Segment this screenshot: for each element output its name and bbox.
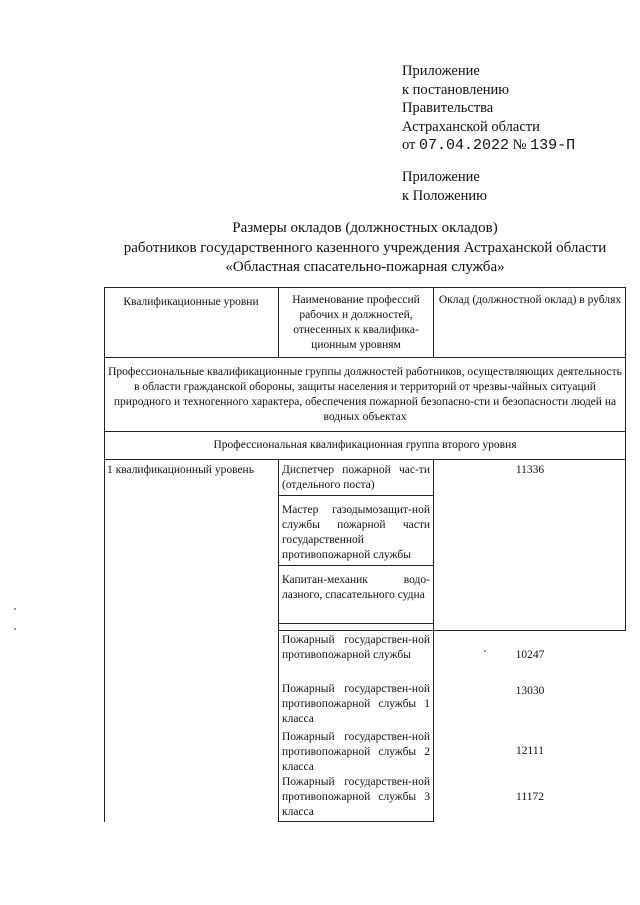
appendix-header xyxy=(402,62,575,156)
document-title xyxy=(100,219,630,278)
table-border-left xyxy=(104,287,105,357)
cell-border xyxy=(278,821,433,822)
date-prefix: от xyxy=(402,137,416,153)
appendix2-line-2: к Положению xyxy=(402,187,487,204)
header-positions: Наименование профессий рабочих и должностей, отнесенных к квалифика-ционным уровням xyxy=(292,294,420,351)
salary-value: 11336 xyxy=(515,464,545,476)
column-divider xyxy=(278,459,279,822)
table-border-left xyxy=(104,357,105,459)
appendix-line-1: Приложение xyxy=(402,63,480,79)
title-line-2: работников государственного казенного учреждения Астраханской области xyxy=(123,239,607,256)
position-firefighter-class-1: Пожарный государствен-ной противопожарной службы 1 класса xyxy=(282,683,430,725)
document-date: 07.04.2022 xyxy=(419,137,510,154)
appendix2-line-1: Приложение xyxy=(402,169,480,185)
position-captain-mechanic: Капитан-механик водо-лазного, спасательного судна xyxy=(282,574,430,601)
salary-value: 10247 xyxy=(515,649,545,661)
table-border-left xyxy=(104,459,105,822)
salary-value: 11172 xyxy=(516,791,544,803)
position-firefighter-class-3: Пожарный государствен-ной противопожарной службы 3 класса xyxy=(282,776,430,818)
scan-speck xyxy=(14,608,16,610)
table-border-header-bottom xyxy=(104,357,626,358)
position-firefighter-class-2: Пожарный государствен-ной противопожарной службы 2 класса xyxy=(282,731,430,773)
column-divider xyxy=(278,287,279,357)
qualification-group-title: Профессиональные квалификационные группы должностей работников, осуществляющих деятельность в области гражданской обороны, защиты населения и территорий от чрезвы-чайных ситуаций природного и техногенного характера, обеспечения пожарной безопасно-сти и безопасности людей на водных объектах xyxy=(108,366,622,423)
cell-border xyxy=(278,623,433,624)
table-border-right xyxy=(625,287,626,630)
qualification-level: 1 квалификационный уровень xyxy=(107,464,254,476)
appendix-line-3: Правительства xyxy=(402,100,494,116)
document-number: 139-П xyxy=(530,137,576,154)
position-firefighter: Пожарный государствен-ной противопожарной службы xyxy=(282,634,430,661)
table-border-top xyxy=(104,287,626,288)
cell-border xyxy=(278,630,626,631)
subgroup-title: Профессиональная квалификационная группа второго уровня xyxy=(213,439,517,451)
table-border-subgroup-bottom xyxy=(104,459,626,460)
position-dispatcher: Диспетчер пожарной час-ти (отдельного поста) xyxy=(282,464,430,491)
column-divider xyxy=(433,287,434,357)
table-border-group-bottom xyxy=(104,431,626,432)
column-divider xyxy=(433,459,434,822)
salary-table xyxy=(104,287,626,822)
salary-value: 12111 xyxy=(516,745,544,757)
position-gas-smoke-master: Мастер газодымозащит-ной службы пожарной части государственной противопожарной службы xyxy=(282,504,430,561)
header-salary: Оклад (должностной оклад) в рублях xyxy=(438,294,622,306)
header-qualification-levels: Квалификационные уровни xyxy=(123,296,259,308)
salary-value: 13030 xyxy=(515,685,545,697)
cell-border xyxy=(278,495,433,496)
scan-speck xyxy=(14,628,16,630)
appendix-to-regulation xyxy=(402,168,487,205)
appendix-line-4: Астраханской области xyxy=(402,118,540,135)
cell-border xyxy=(278,565,433,566)
appendix-line-2: к постановлению xyxy=(402,81,510,98)
title-line-1: Размеры окладов (должностных окладов) xyxy=(232,220,498,236)
appendix-date-line xyxy=(402,136,575,156)
title-line-3: «Областная спасательно-пожарная служба» xyxy=(225,259,505,275)
number-sign: № xyxy=(512,137,527,153)
scan-speck xyxy=(484,650,486,652)
